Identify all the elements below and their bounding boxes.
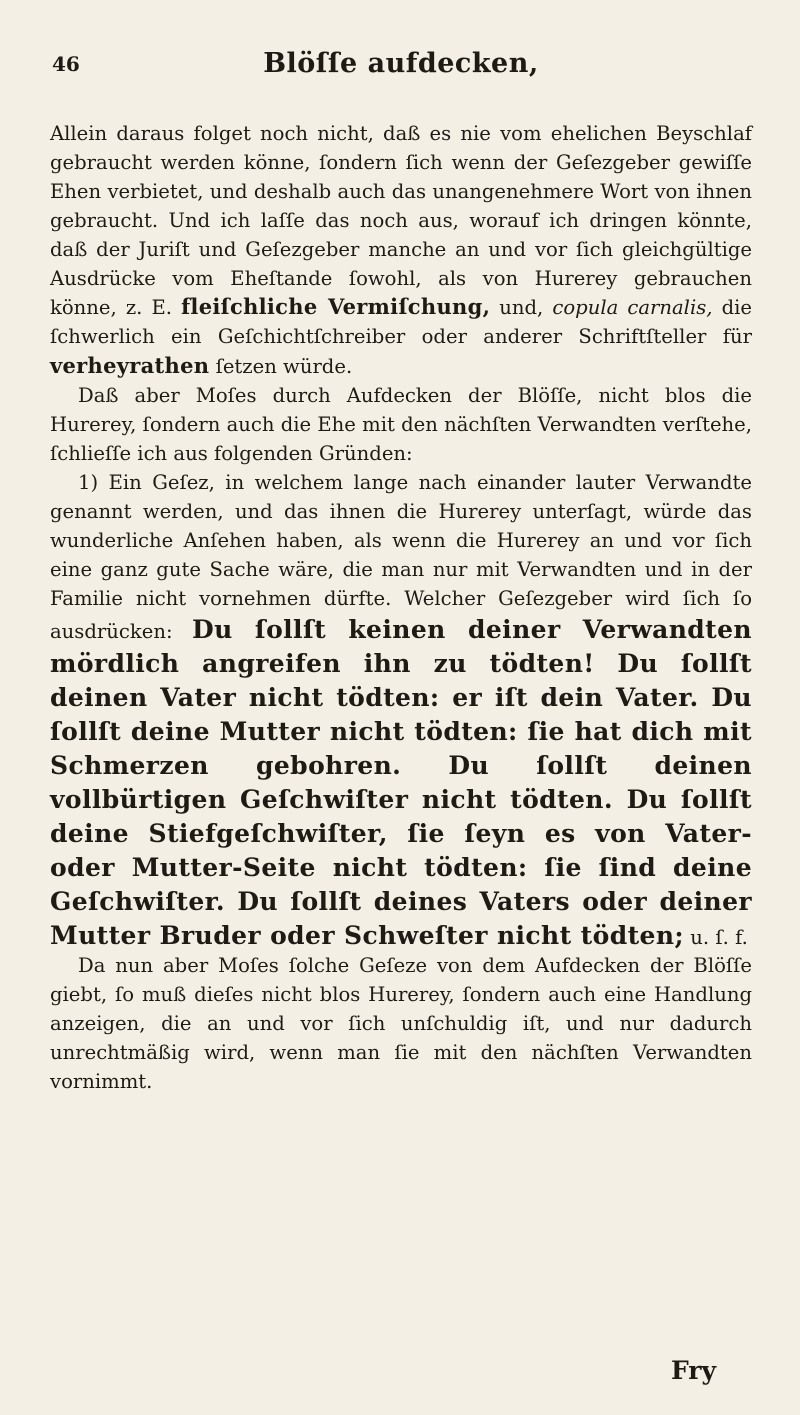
latin-term-copula: copula carnalis, xyxy=(552,296,713,320)
paragraph-3 xyxy=(50,469,752,953)
paragraph-1 xyxy=(50,120,752,382)
body-text xyxy=(50,120,752,1097)
paragraph-1-text-a: Allein daraus folget noch nicht, daß es nie vom ehelichen Beyschlaf gebraucht werden könne, ſondern ſich wenn der Geſezgeber gewiſſe Ehen verbietet, und deshalb auch das unangenehmere Wort von ihnen gebraucht. Und ich laſſe das noch aus, worauf ich dringen könnte, daß der Juriſt und Geſezgeber manche an und vor ſich gleichgültige Ausdrücke vom Eheſtande ſowohl, als von Hurerey gebrauchen könne, z. E. xyxy=(50,122,752,320)
running-title: Blöſſe aufdecken, xyxy=(263,48,539,79)
paragraph-1-text-b: und, xyxy=(499,296,544,320)
paragraph-3-text-a: 1) Ein Geſez, in welchem lange nach einander lauter Verwandte genannt werden, und das ihnen die Hurerey unterſagt, würde das wunderliche Anſehen haben, als wenn die Hurerey an und vor ſich eine ganz gute Sache wäre, die man nur mit Verwandten und in der Familie nicht vornehmen dürfte. Welcher Geſezgeber wird ſich ſo ausdrücken: xyxy=(50,470,752,644)
paragraph-3-text-b: u. ſ. f. xyxy=(690,925,748,949)
emphasis-term-verheyrathen: verheyrathen xyxy=(50,353,210,379)
page-header xyxy=(50,38,752,94)
law-quotation: Du ſollſt keinen deiner Verwandten mördlich angreifen ihn zu tödten! Du ſollſt deinen Vater nicht tödten: er iſt dein Vater. Du ſollſt deine Mutter nicht tödten: ſie hat dich mit Schmerzen gebohren. Du ſollſt deinen vollbürtigen Geſchwiſter nicht tödten. Du ſollſt deine Stiefgeſchwiſter, ſie ſeyn es von Vater- oder Mutter-Seite nicht tödten: ſie ſind deine Geſchwiſter. Du ſollſt deines Vaters oder deiner Mutter Bruder oder Schweſter nicht tödten; xyxy=(50,615,752,950)
paragraph-4: Da nun aber Moſes ſolche Geſeze von dem Aufdecken der Blöſſe giebt, ſo muß dieſes nicht blos Hurerey, ſondern auch eine Handlung anzeigen, die an und vor ſich unſchuldig iſt, und nur dadurch unrechtmäßig wird, wenn man ſie mit den nächſten Verwandten vornimmt. xyxy=(50,954,752,1094)
catchword: Fry xyxy=(670,1356,716,1385)
paragraph-1-text-c: die ſchwerlich ein Geſchichtſchreiber oder anderer Schriftſteller für xyxy=(50,296,752,349)
paragraph-1-text-d: ſetzen würde. xyxy=(215,355,353,379)
paragraph-2: Daß aber Moſes durch Aufdecken der Blöſſe, nicht blos die Hurerey, ſondern auch die Ehe mit den nächſten Verwandten verſtehe, ſchlieſſe ich aus folgenden Gründen: xyxy=(50,384,752,465)
page-number: 46 xyxy=(52,52,80,76)
emphasis-term-vermischung: fleiſchliche Vermiſchung, xyxy=(181,294,491,320)
